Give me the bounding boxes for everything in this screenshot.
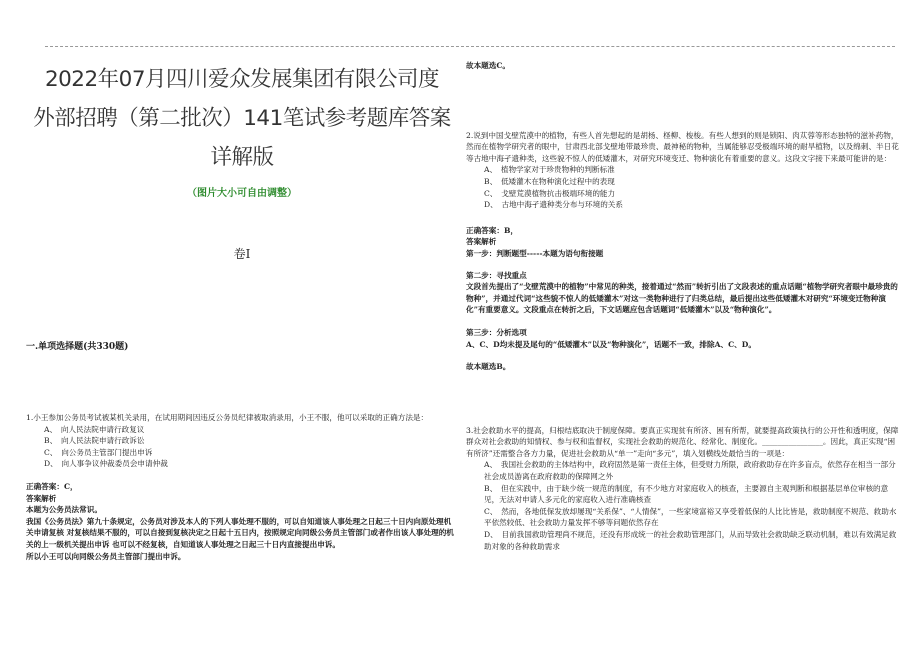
question-2-option-a: A、 植物学家对于珍贵物种的判断标准	[484, 165, 615, 175]
question-1-analysis-1: 本题为公务员法常识。	[26, 505, 102, 515]
question-1-option-d: D、 向人事争议仲裁委员会申请仲裁	[44, 459, 168, 469]
header-rule	[45, 46, 895, 47]
question-1-analysis-3: 所以小王可以向同级公务员主管部门提出申诉。	[26, 551, 186, 561]
right-column	[466, 60, 902, 552]
question-2-option-c: C、 戈壁荒漠植物抗击极端环境的能力	[484, 188, 616, 198]
left-column	[26, 60, 458, 562]
question-1-option-b: B、 向人民法院申请行政诉讼	[44, 436, 145, 446]
volume-label: 卷Ⅰ	[233, 247, 251, 261]
question-3-stem: 3.社会救助水平的提高，归根结底取决于制度保障。要真正实现贫有所济、困有所帮，就要提高政策执行的公开性和透明度，保障群众对社会救助的知情权、参与权和监督权，实现社会救助的规范化、经常化、制度化。________________。因此，真正实现“困有所济”还需整合各方力量，促进社会救助从“单一”走向“多元”，填入划横线处最恰当的一项是：	[466, 425, 899, 458]
title-line-2: 外部招聘（第二批次）141笔试参考题库答案	[33, 106, 451, 131]
question-2	[466, 130, 902, 373]
title-line-3: 详解版	[210, 145, 274, 170]
question-1-analysis-label: 答案解析	[26, 493, 57, 503]
question-2-step-3-label: 第三步：分析选项	[466, 327, 527, 337]
question-3-option-b: B、 但在实践中，由于缺少统一规范的制度，有不少地方对家庭收入的核查，主要源自主观判断和根据基层单位审核的意见，无法对申请人多元化的家庭收入进行准确核查	[484, 483, 889, 505]
question-2-step-2-label: 第二步：寻找重点	[466, 270, 527, 280]
question-3-option-a: A、 我国社会救助的主体结构中，政府固然是第一责任主体，但受财力所限，政府救助存在许多盲点，依然存在相当一部分社会成员游离在政府救助的保障网之外	[484, 460, 896, 482]
question-1	[26, 412, 458, 562]
question-2-answer: 正确答案：B，	[466, 225, 518, 235]
document-title	[26, 60, 458, 177]
question-1-analysis-2: 我国《公务员法》第九十条规定，公务员对涉及本人的下列人事处理不服的，可以自知道该人事处理之日起三十日内向原处理机关申请复核 对复核结果不服的，可以自接到复核决定之日起十五日内，按照规定向同级公务员主管部门或者作出该人事处理的机关的上一级机关提出申诉 也可以不经复核，自知道该人事处理之日起三十日内直接提出申诉。	[26, 516, 454, 549]
question-2-step-2: 文段首先提出了“戈壁荒漠中的植物”中常见的种类，接着通过“然而”转折引出了文段表述的重点话题“植物学研究者眼中最珍贵的物种”，并通过代词“这些貌不惊人的低矮灌木”对这一类物种进行了归类总结，最后提出这些低矮灌木对研究“环境变迁物种演化”有重要意义。文段重点在转折之后，下文话题应包含话题词“低矮灌木”以及“物种演化”。	[466, 282, 898, 315]
question-2-option-b: B、 低矮灌木在物种演化过程中的表现	[484, 176, 615, 186]
question-2-conclusion: 故本题选B。	[466, 362, 511, 372]
question-3-option-d: D、 目前我国救助管理尚不规范，还没有形成统一的社会救助管理部门，从而导致社会救助缺乏联动机制，难以有效满足救助对象的各种救助需求	[484, 530, 897, 551]
prev-question-conclusion: 故本题选C。	[466, 61, 511, 70]
question-1-option-a: A、 向人民法院申请行政复议	[44, 424, 145, 434]
section-heading: 一.单项选择题(共330题)	[26, 342, 129, 352]
question-1-stem: 1.小王参加公务员考试被某机关录用，在试用期间因违反公务员纪律被取消录用，小王不服，他可以采取的正确方法是：	[26, 413, 429, 422]
question-2-step-1: 第一步：判断题型-----本题为语句衔接题	[466, 248, 604, 258]
subtitle-note: （图片大小可自由调整）	[187, 188, 297, 199]
question-3-option-c: C、 然而，各地低保发放却屡现“关系保”、“人情保”，一些家境富裕又享受着低保的人比比皆是，救助制度不规范、救助水平依然较低、社会救助力量发挥不够等问题依然存在	[484, 506, 897, 528]
question-1-option-c: C、 向公务员主管部门提出申诉	[44, 447, 153, 457]
title-line-1: 2022年07月四川爱众发展集团有限公司度	[44, 67, 440, 92]
question-2-stem: 2.说到中国戈壁荒漠中的植物，有些人首先想起的是胡杨、柽柳、梭梭。有些人想到的则是锁阳、肉苁蓉等形态独特的滋补药物，然而在植物学研究者的眼中，甘肃西北部戈壁地带最珍贵、最神秘的物种，当属能够忍受极端环境的耐旱植物，以及绵刺、半日花等古地中海孑遗种类，这些貌不惊人的低矮灌木，对研究环境变迁、物种演化有着重要的意义。这段文字接下来最可能讲的是：	[466, 130, 899, 163]
question-1-answer: 正确答案：C，	[26, 481, 78, 491]
question-2-step-3: A、C、D均未提及尾句的“低矮灌木”以及“物种演化”，话题不一致，排除A、C、D。	[466, 339, 756, 349]
question-2-option-d: D、 古地中海孑遗种类分布与环境的关系	[484, 200, 623, 210]
question-3	[466, 425, 902, 553]
question-2-analysis-label: 答案解析	[466, 237, 497, 247]
